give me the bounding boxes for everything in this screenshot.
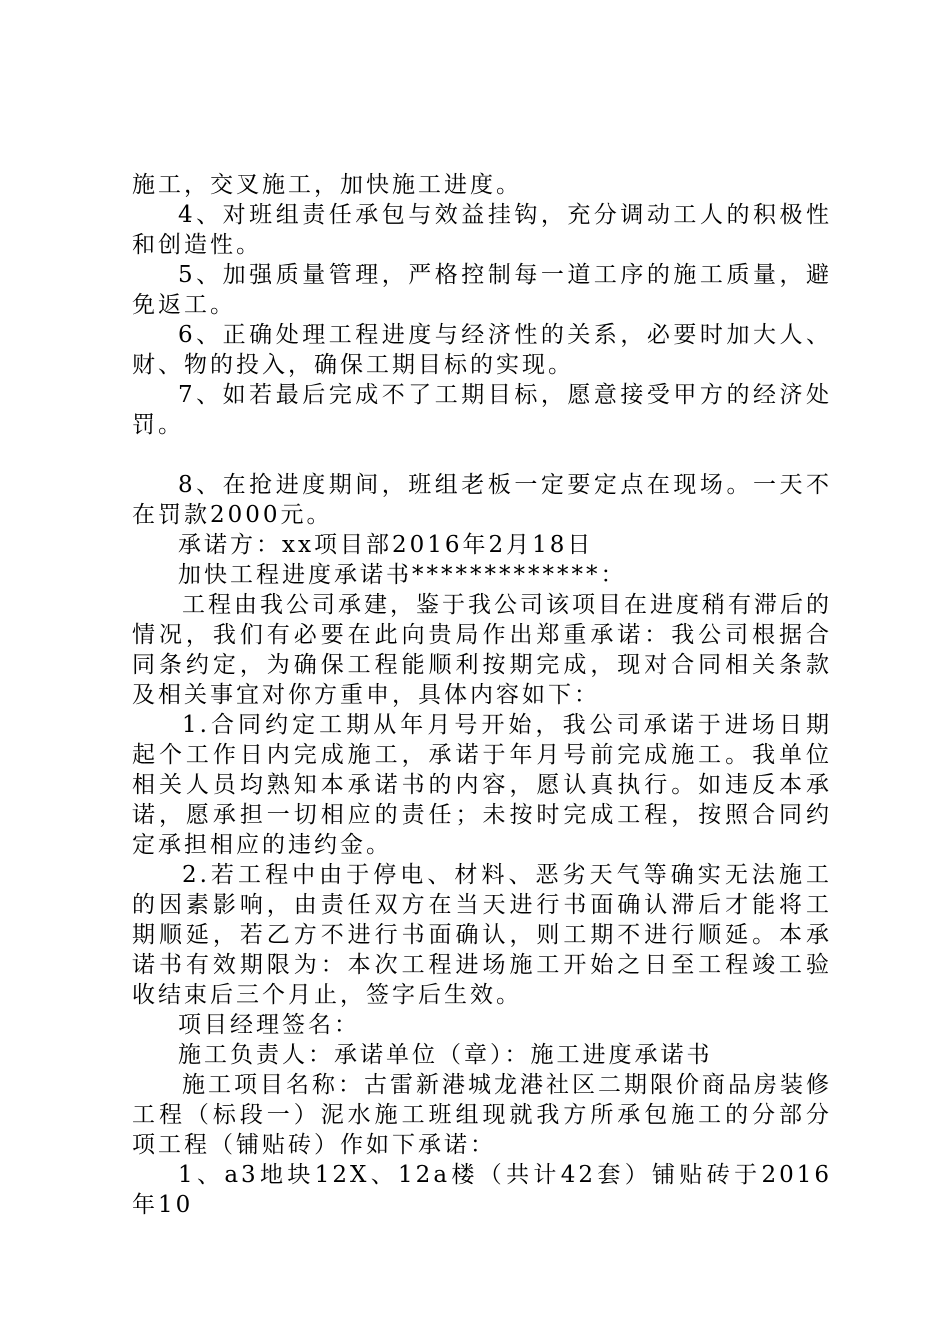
paragraph-item-4: 4、对班组责任承包与效益挂钩，充分调动工人的积极性和创造性。 bbox=[132, 202, 832, 258]
paragraph-item-6: 6、正确处理工程进度与经济性的关系，必要时加大人、财、物的投入，确保工期目标的实现。 bbox=[132, 322, 832, 378]
paragraph-gap bbox=[132, 440, 832, 470]
paragraph-project-name: 施工项目名称：古雷新港城龙港社区二期限价商品房装修工程（标段一）泥水施工班组现就我方所承包施工的分部分项工程（铺贴砖）作如下承诺： bbox=[132, 1072, 832, 1158]
paragraph-clause-2: 2.若工程中由于停电、材料、恶劣天气等确实无法施工的因素影响，由责任双方在当天进行书面确认滞后才能将工期顺延，若乙方不进行书面确认，则工期不进行顺延。本承诺书有效期限为：本次工程进场施工开始之日至工程竣工验收结束后三个月止，签字后生效。 bbox=[132, 862, 832, 1008]
signature-line-responsible: 施工负责人：承诺单位（章）：施工进度承诺书 bbox=[178, 1042, 713, 1068]
paragraph-continuation: 施工，交叉施工，加快施工进度。 bbox=[132, 172, 522, 198]
section-heading: 加快工程进度承诺书*************： bbox=[178, 562, 627, 588]
document-body bbox=[132, 170, 832, 1220]
paragraph-item-8: 8、在抢进度期间，班组老板一定要定点在现场。一天不在罚款2000元。 bbox=[132, 472, 832, 528]
signature-line-manager: 项目经理签名： bbox=[178, 1012, 360, 1038]
paragraph-item-7: 7、如若最后完成不了工期目标，愿意接受甲方的经济处罚。 bbox=[132, 382, 832, 438]
signature-line-committer: 承诺方：xx项目部2016年2月18日 bbox=[178, 532, 594, 558]
paragraph-clause-1: 1.合同约定工期从年月号开始，我公司承诺于进场日期起个工作日内完成施工，承诺于年月号前完成施工。我单位相关人员均熟知本承诺书的内容，愿认真执行。如违反本承诺，愿承担一切相应的责任；未按时完成工程，按照合同约定承担相应的违约金。 bbox=[132, 712, 832, 858]
paragraph-commitment-1: 1、a3地块12X、12a楼（共计42套）铺贴砖于2016年10 bbox=[132, 1162, 832, 1218]
paragraph-item-5: 5、加强质量管理，严格控制每一道工序的施工质量，避免返工。 bbox=[132, 262, 832, 318]
paragraph-intro: 工程由我公司承建，鉴于我公司该项目在进度稍有滞后的情况，我们有必要在此向贵局作出郑重承诺：我公司根据合同条约定，为确保工程能顺利按期完成，现对合同相关条款及相关事宜对你方重申，具体内容如下： bbox=[132, 592, 832, 708]
